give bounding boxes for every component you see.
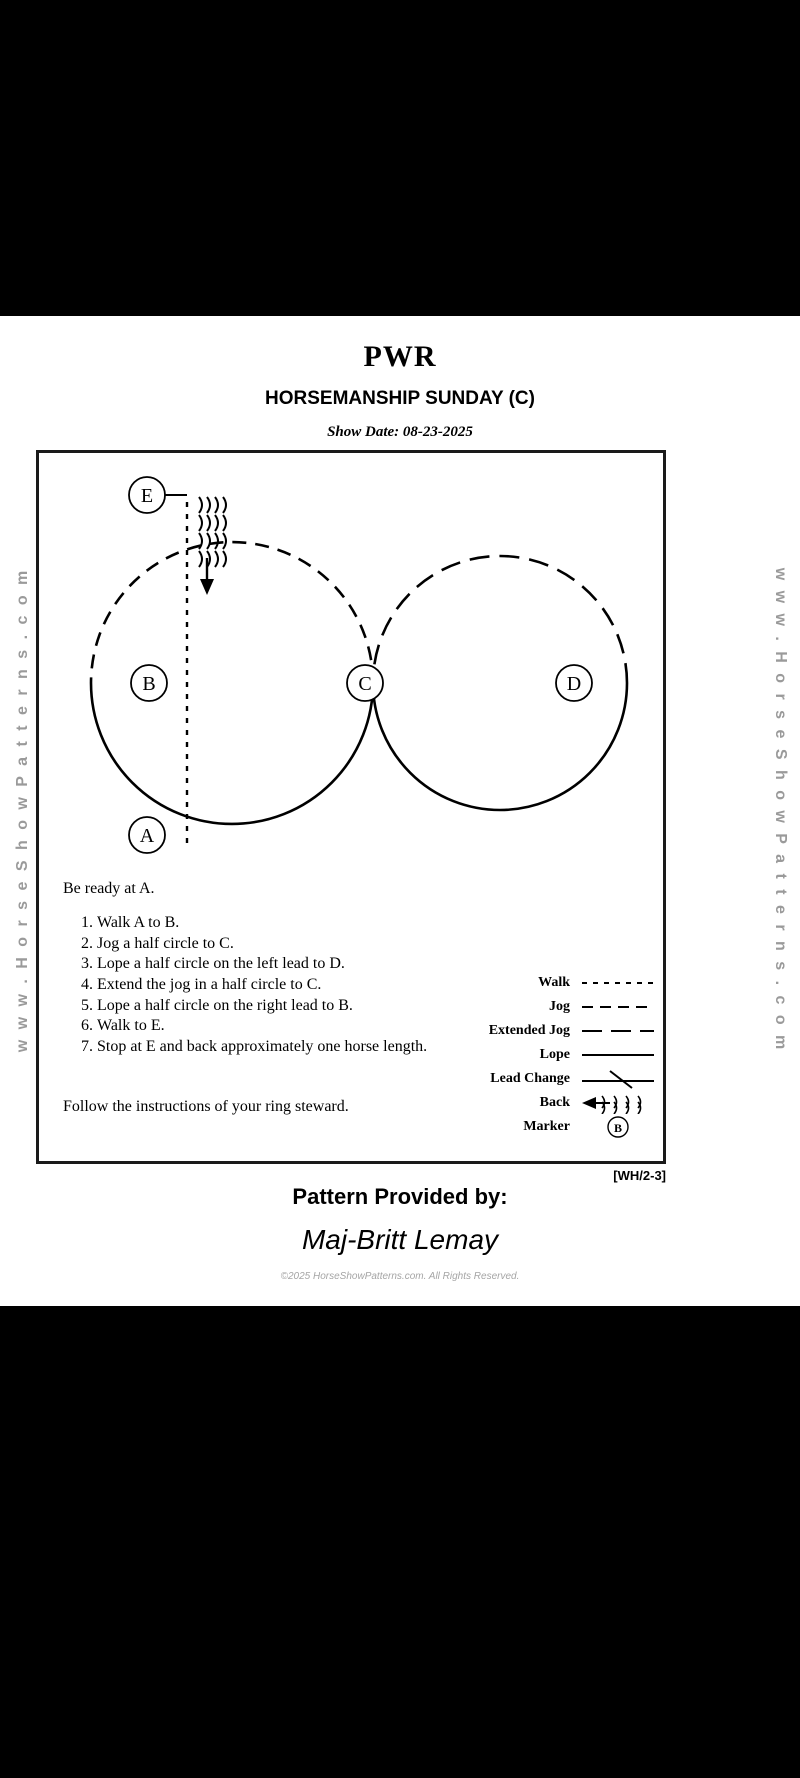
- legend: [444, 971, 656, 1139]
- svg-text:E: E: [140, 485, 154, 507]
- legend-label: Walk: [538, 975, 570, 990]
- legend-label: Extended Jog: [488, 1023, 570, 1038]
- marker-A: [129, 817, 165, 853]
- legend-label: Lope: [539, 1047, 570, 1062]
- provided-by-label: Pattern Provided by:: [292, 1184, 508, 1209]
- legend-row-jog: [444, 995, 656, 1019]
- watermark-right: w w w . H o r s e S h o w P a t t e r n s . c o m: [772, 567, 789, 1053]
- legend-label: Marker: [523, 1119, 570, 1134]
- svg-text:B: B: [613, 1121, 623, 1135]
- pattern-page: [0, 316, 800, 1306]
- legend-row-walk: [444, 971, 656, 995]
- lope-line-icon: [580, 1044, 656, 1066]
- list-item: 1. Walk A to B.: [97, 913, 517, 934]
- closing-line: Follow the instructions of your ring steward.: [63, 1098, 349, 1115]
- extended-jog-line-icon: [580, 1020, 656, 1042]
- right-circle-bottom-solid: [373, 683, 627, 810]
- page-title: PWR: [363, 340, 437, 373]
- lead-change-icon: [580, 1068, 656, 1090]
- walk-line-icon: [580, 972, 656, 994]
- legend-row-marker: [444, 1115, 656, 1139]
- page-subtitle: HORSEMANSHIP SUNDAY (C): [265, 388, 535, 409]
- legend-row-extended-jog: [444, 1019, 656, 1043]
- right-circle-top-dashed: [373, 556, 627, 683]
- marker-B: [131, 665, 167, 701]
- back-arrow-head: [200, 579, 214, 595]
- legend-label: Back: [539, 1095, 570, 1110]
- pattern-box: [36, 450, 666, 1164]
- marker-D: [556, 665, 592, 701]
- back-arrow-icon: [580, 1092, 656, 1114]
- provider-name: Maj-Britt Lemay: [301, 1224, 499, 1255]
- svg-text:C: C: [358, 673, 372, 695]
- svg-text:A: A: [139, 825, 155, 847]
- list-item: 6. Walk to E.: [97, 1016, 517, 1037]
- list-item: 4. Extend the jog in a half circle to C.: [97, 975, 517, 996]
- legend-label: Jog: [549, 999, 570, 1014]
- legend-row-lope: [444, 1043, 656, 1067]
- legend-row-back: [444, 1091, 656, 1115]
- back-arrow-symbol-diagram: [199, 497, 226, 567]
- jog-line-icon: [580, 996, 656, 1018]
- svg-text:D: D: [566, 673, 582, 695]
- watermark-left: w w w . H o r s e S h o w P a t t e r n s . c o m: [14, 567, 31, 1053]
- show-date: Show Date: 08-23-2025: [327, 424, 473, 440]
- legend-row-lead-change: [444, 1067, 656, 1091]
- svg-text:B: B: [142, 673, 156, 695]
- copyright-notice: ©2025 HorseShowPatterns.com. All Rights Reserved.: [280, 1271, 520, 1282]
- list-item: 7. Stop at E and back approximately one horse length.: [97, 1037, 517, 1058]
- list-item: 2. Jog a half circle to C.: [97, 934, 517, 955]
- marker-C: [347, 665, 383, 701]
- left-circle-bottom-solid: [91, 683, 373, 824]
- marker-circle-icon: [580, 1116, 656, 1138]
- pattern-code-tag: [WH/2-3]: [613, 1168, 666, 1183]
- list-item: 5. Lope a half circle on the right lead to B.: [97, 996, 517, 1017]
- ready-line: Be ready at A.: [63, 880, 155, 897]
- marker-E: [129, 477, 165, 513]
- left-circle-top-dashed: [91, 542, 373, 683]
- legend-label: Lead Change: [490, 1071, 570, 1086]
- list-item: 3. Lope a half circle on the left lead to D.: [97, 954, 517, 975]
